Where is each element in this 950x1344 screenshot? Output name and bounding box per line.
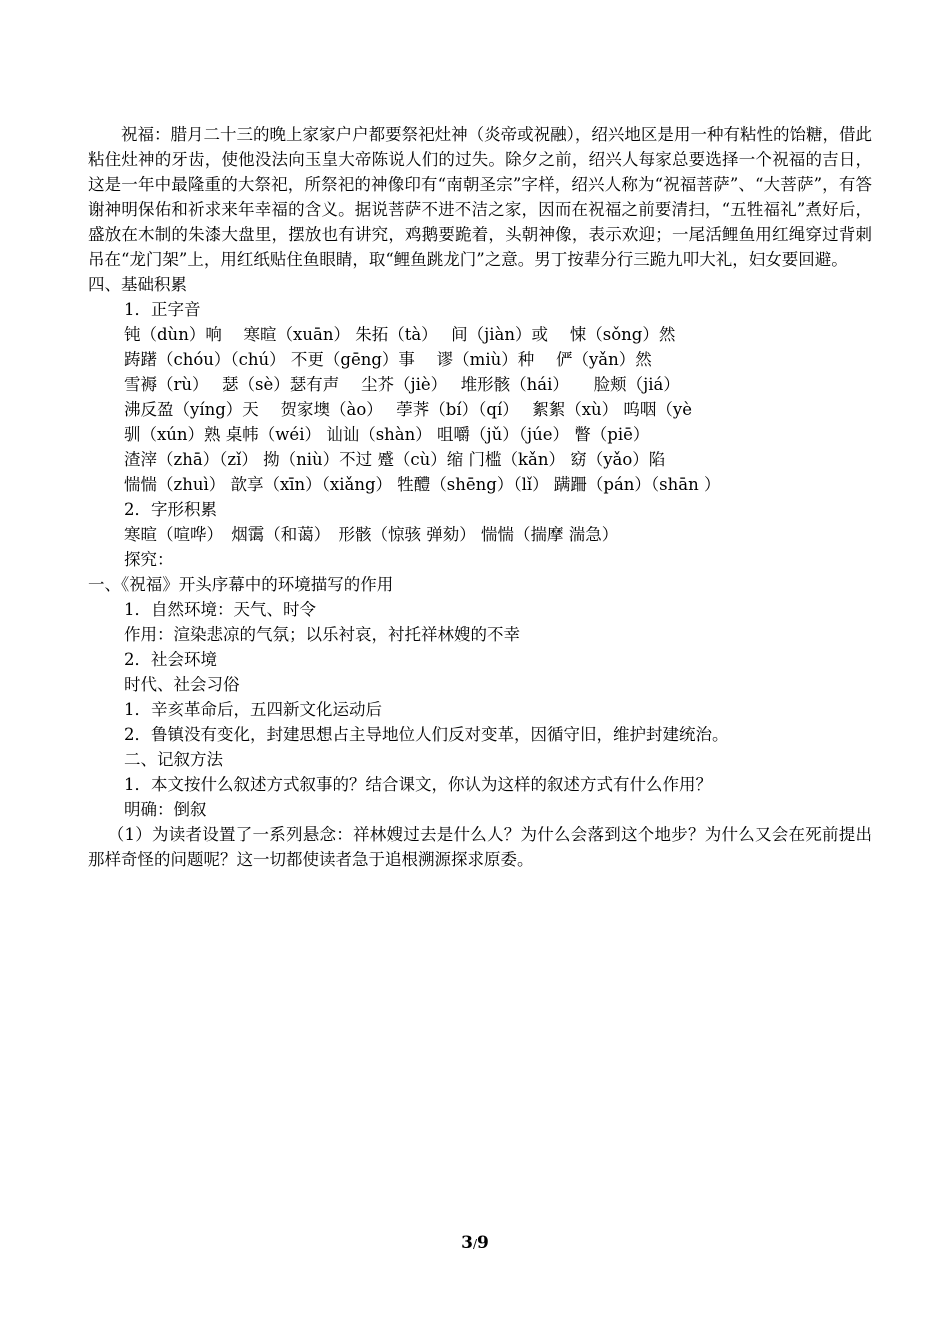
pronunciation-line: 踌躇（chóu）（chú） 不更（gēng）事 谬（miù）种 俨（yǎn）然 <box>124 350 652 369</box>
natural-env-title: 1．自然环境：天气、时令 <box>124 600 316 619</box>
question-1: 1．本文按什么叙述方式叙事的？结合课文，你认为这样的叙述方式有什么作用？ <box>124 775 712 794</box>
sub1-title: 1．正字音 <box>124 300 201 319</box>
page-content <box>88 122 872 872</box>
social-point-2: 2．鲁镇没有变化，封建思想占主导地位人们反对变革，因循守旧，维护封建统治。 <box>124 725 729 744</box>
answer-label: 明确：倒叙 <box>124 800 207 819</box>
pronunciation-line: 惴惴（zhuì） 歆享（xīn）（xiǎng） 牲醴（shēng）（lǐ） 蹒跚（pán）（shān ） <box>124 475 721 494</box>
intro-paragraph: 祝福：腊月二十三的晚上家家户户都要祭祀灶神（炎帝或祝融），绍兴地区是用一种有粘性的饴糖，借此粘住灶神的牙齿，使他没法向玉皇大帝陈说人们的过失。除夕之前，绍兴人每家总要选择一个祝福的吉日，这是一年中最隆重的大祭祀，所祭祀的神像印有“南朝圣宗”字样，绍兴人称为“祝福菩萨”、“大菩萨”，有答谢神明保佑和祈求来年幸福的含义。据说菩萨不进不洁之家，因而在祝福之前要清扫，“五牲福礼”煮好后，盛放在木制的朱漆大盘里，摆放也有讲究，鸡鹅要跪着，头朝神像，表示欢迎；一尾活鲤鱼用红绳穿过背刺吊在“龙门架”上，用红纸贴住鱼眼睛，取“鲤鱼跳龙门”之意。男丁按辈分行三跪九叩大礼，妇女要回避。 <box>88 125 872 269</box>
natural-env-effect: 作用：渲染悲凉的气氛；以乐衬哀，衬托祥林嫂的不幸 <box>124 625 520 644</box>
page-separator: / <box>472 1237 478 1251</box>
glyph-line: 寒暄（喧哗） 烟霭（和蔼） 形骸（惊骇 弹劾） 惴惴（揣摩 湍急） <box>124 525 619 544</box>
total-pages-number: 9 <box>477 1233 489 1253</box>
pronunciation-list <box>88 322 872 497</box>
pronunciation-line: 钝（dùn）响 寒暄（xuān） 朱拓（tà） 间（jiàn）或 悚（sǒng）然 <box>124 325 676 344</box>
current-page-number: 3 <box>461 1233 473 1253</box>
section2-title: 二、记叙方法 <box>124 750 223 769</box>
sub2-title: 2．字形积累 <box>124 500 217 519</box>
pronunciation-line: 渣滓（zhā）（zǐ） 拗（niù）不过 蹙（cù）缩 门槛（kǎn） 窈（yǎo）陷 <box>124 450 666 469</box>
pronunciation-line: 沸反盈（yíng）天 贺家墺（ào） 荸荠（bí）（qí） 絮絮（xù） 呜咽（yè <box>124 400 692 419</box>
pronunciation-line: 驯（xún）熟 桌帏（wéi） 讪讪（shàn） 咀嚼（jǔ）（júe） 瞥（piē） <box>124 425 650 444</box>
social-env-sub: 时代、社会习俗 <box>124 675 240 694</box>
section4-title: 四、基础积累 <box>88 275 187 294</box>
answer-point-1: （1）为读者设置了一系列悬念：祥林嫂过去是什么人？为什么会落到这个地步？为什么又会在死前提出那样奇怪的问题呢？这一切都使读者急于追根溯源探求原委。 <box>88 825 872 869</box>
section1-title: 一、《祝福》开头序幕中的环境描写的作用 <box>88 575 394 594</box>
explore-label: 探究： <box>124 550 174 569</box>
pronunciation-line: 雪褥（rù） 瑟（sè）瑟有声 尘芥（jiè） 堆形骸（hái） 脸颊（jiá） <box>124 375 680 394</box>
page-footer <box>0 1233 950 1253</box>
social-env-title: 2．社会环境 <box>124 650 217 669</box>
social-point-1: 1．辛亥革命后，五四新文化运动后 <box>124 700 382 719</box>
